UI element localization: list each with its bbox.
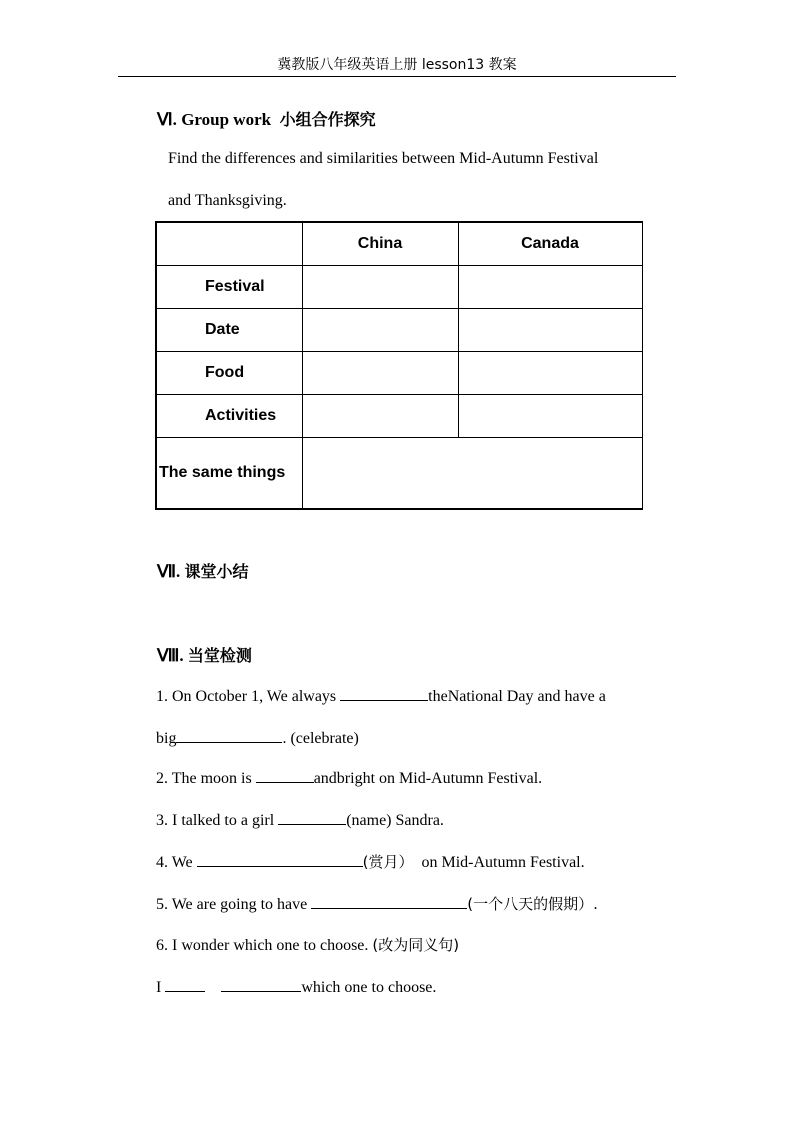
instruction-line-2: and Thanksgiving. xyxy=(168,192,287,209)
table-row xyxy=(156,266,642,309)
question-2-text: andbright on Mid-Autumn Festival. xyxy=(313,770,543,787)
table-row xyxy=(156,309,642,352)
question-1-line-1 xyxy=(156,686,676,707)
question-1-text: . (celebrate) xyxy=(282,730,359,747)
question-1-text: theNational Day and have a xyxy=(428,688,606,705)
question-6 xyxy=(156,935,676,956)
page-header: 冀教版八年级英语上册 lesson13 教案 xyxy=(277,57,517,73)
table-header-row xyxy=(156,222,642,266)
answer-blank[interactable] xyxy=(256,768,314,783)
question-6-hint: (改为同义句) xyxy=(372,936,460,954)
question-4-text: 4. We xyxy=(156,854,193,871)
answer-blank[interactable] xyxy=(278,810,346,825)
answer-cell[interactable] xyxy=(458,352,642,395)
question-6-text: 6. I wonder which one to choose. xyxy=(156,937,373,954)
row-label-activities: Activities xyxy=(156,395,302,438)
answer-blank[interactable] xyxy=(340,686,428,701)
section-6-heading xyxy=(157,107,376,130)
question-2-text: 2. The moon is xyxy=(156,770,252,787)
question-5-text: 5. We are going to have xyxy=(156,896,308,913)
row-label-same-things: The same things xyxy=(156,438,302,510)
answer-blank[interactable] xyxy=(176,728,282,743)
answer-cell[interactable] xyxy=(458,266,642,309)
question-3-text: (name) Sandra. xyxy=(346,812,444,829)
row-label-festival: Festival xyxy=(156,266,302,309)
question-1-line-2 xyxy=(156,728,676,749)
row-label-date: Date xyxy=(156,309,302,352)
section-8-numeral: Ⅷ. xyxy=(157,646,184,665)
question-6-text: which one to choose. xyxy=(301,979,437,996)
instruction-line-1: Find the differences and similarities between Mid-Autumn Festival xyxy=(168,150,599,167)
answer-cell[interactable] xyxy=(302,309,458,352)
question-1-text: big xyxy=(156,730,177,747)
answer-cell[interactable] xyxy=(302,266,458,309)
question-6-answer-line xyxy=(156,977,676,998)
answer-blank[interactable] xyxy=(311,894,467,909)
answer-cell[interactable] xyxy=(302,352,458,395)
section-8-title-cn: 当堂检测 xyxy=(187,646,252,665)
question-1-text: 1. On October 1, We always xyxy=(156,688,337,705)
row-label-food: Food xyxy=(156,352,302,395)
answer-cell[interactable] xyxy=(458,309,642,352)
table-row xyxy=(156,438,642,510)
answer-blank[interactable] xyxy=(197,852,363,867)
table-header-china: China xyxy=(302,222,458,266)
table-header-cell xyxy=(156,222,302,266)
table-row xyxy=(156,352,642,395)
table-header-canada: Canada xyxy=(458,222,642,266)
section-6-title-en: Group work xyxy=(181,110,272,129)
question-3 xyxy=(156,810,676,831)
question-3-text: 3. I talked to a girl xyxy=(156,812,275,829)
question-5 xyxy=(156,894,676,915)
section-7-title-cn: 课堂小结 xyxy=(184,562,249,581)
answer-cell[interactable] xyxy=(302,438,642,510)
section-6-title-cn: 小组合作探究 xyxy=(279,110,376,129)
table-row xyxy=(156,395,642,438)
question-5-hint: (一个八天的假期）. xyxy=(467,895,598,913)
question-6-text: I xyxy=(156,979,162,996)
comparison-table xyxy=(155,221,643,510)
section-7-heading xyxy=(157,559,249,582)
answer-cell[interactable] xyxy=(302,395,458,438)
section-6-numeral: Ⅵ. xyxy=(157,110,177,129)
answer-blank[interactable] xyxy=(221,977,301,992)
question-4-text: on Mid-Autumn Festival. xyxy=(421,854,585,871)
question-2 xyxy=(156,768,676,789)
section-7-numeral: Ⅶ. xyxy=(157,562,181,581)
header-rule xyxy=(118,76,676,77)
answer-blank[interactable] xyxy=(165,977,205,992)
question-4 xyxy=(156,852,676,873)
answer-cell[interactable] xyxy=(458,395,642,438)
question-4-hint: (赏月） xyxy=(362,853,414,871)
section-8-heading xyxy=(157,643,252,666)
